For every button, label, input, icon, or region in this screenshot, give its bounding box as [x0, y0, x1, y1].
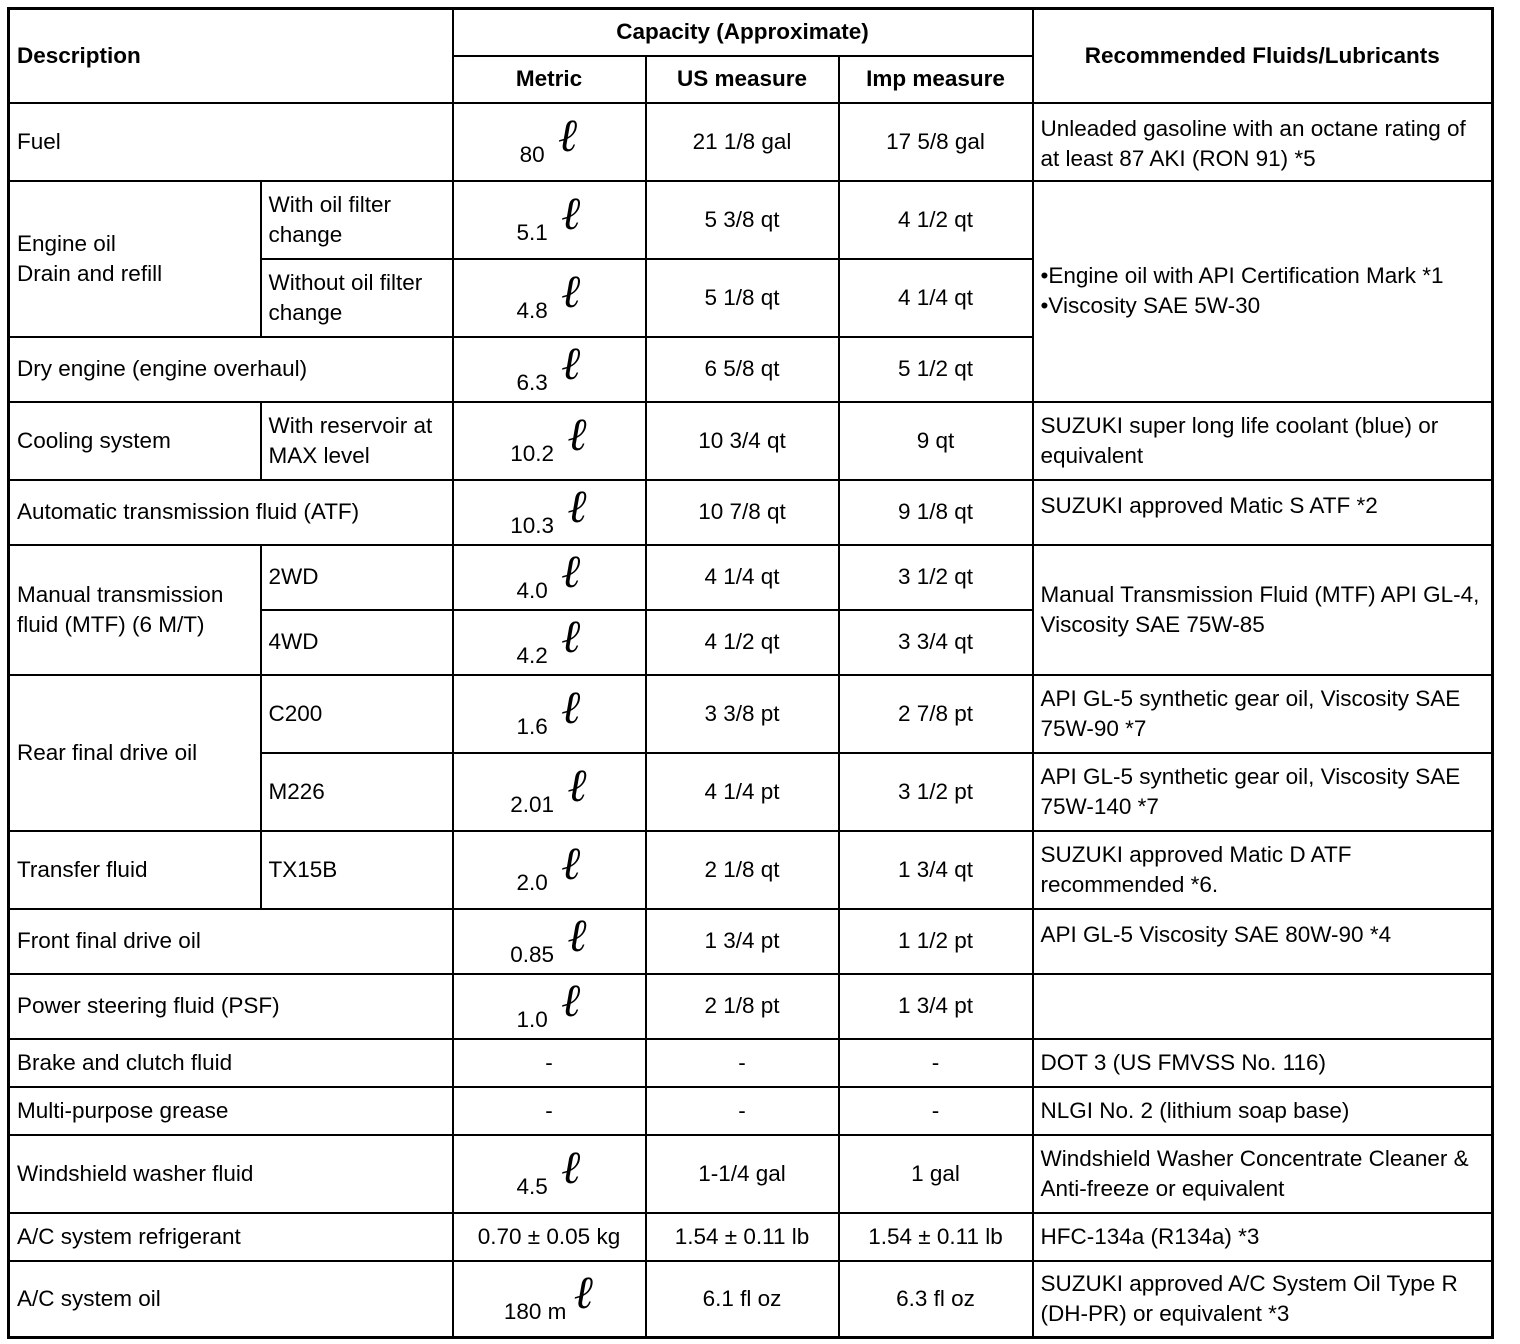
- psf-us: 2 1/8 pt: [646, 974, 839, 1039]
- ac-oil-description: A/C system oil: [9, 1261, 453, 1338]
- table-row-ac-refrigerant: [9, 1213, 1493, 1261]
- front-final-metric: 0.85 ℓ: [453, 909, 646, 974]
- rear-final-c200-sub: C200: [261, 675, 453, 753]
- atf-imp: 9 1/8 qt: [839, 480, 1033, 545]
- brake-metric: -: [453, 1039, 646, 1087]
- mtf-2wd-metric: 4.0 ℓ: [453, 545, 646, 610]
- rear-final-c200-imp: 2 7/8 pt: [839, 675, 1033, 753]
- mtf-2wd-us: 4 1/4 qt: [646, 545, 839, 610]
- washer-metric: 4.5 ℓ: [453, 1135, 646, 1213]
- grease-metric: -: [453, 1087, 646, 1135]
- rear-final-c200-metric: 1.6 ℓ: [453, 675, 646, 753]
- table-row-grease: [9, 1087, 1493, 1135]
- ac-oil-imp: 6.3 fl oz: [839, 1261, 1033, 1338]
- ac-oil-us: 6.1 fl oz: [646, 1261, 839, 1338]
- transfer-imp: 1 3/4 qt: [839, 831, 1033, 909]
- fuel-metric: 80 ℓ: [453, 103, 646, 181]
- ac-refrigerant-fluid: HFC-134a (R134a) *3: [1033, 1213, 1493, 1261]
- rear-final-m226-fluid: API GL-5 synthetic gear oil, Viscosity SAE 75W-140 *7: [1033, 753, 1493, 831]
- atf-fluid: SUZUKI approved Matic S ATF *2: [1033, 480, 1493, 545]
- washer-imp: 1 gal: [839, 1135, 1033, 1213]
- front-final-imp: 1 1/2 pt: [839, 909, 1033, 974]
- atf-metric: 10.3 ℓ: [453, 480, 646, 545]
- transfer-description: Transfer fluid: [9, 831, 261, 909]
- table-row-atf: [9, 480, 1493, 545]
- ac-refrigerant-imp: 1.54 ± 0.11 lb: [839, 1213, 1033, 1261]
- rear-final-m226-imp: 3 1/2 pt: [839, 753, 1033, 831]
- mtf-4wd-metric: 4.2 ℓ: [453, 610, 646, 675]
- engine-oil-without-filter-metric: 4.8 ℓ: [453, 259, 646, 337]
- grease-us: -: [646, 1087, 839, 1135]
- transfer-fluid: SUZUKI approved Matic D ATF recommended *6.: [1033, 831, 1493, 909]
- engine-oil-with-filter-us: 5 3/8 qt: [646, 181, 839, 259]
- engine-oil-with-filter-metric: 5.1 ℓ: [453, 181, 646, 259]
- header-description: Description: [9, 9, 453, 103]
- brake-fluid: DOT 3 (US FMVSS No. 116): [1033, 1039, 1493, 1087]
- table-row-front-final: [9, 909, 1493, 974]
- atf-us: 10 7/8 qt: [646, 480, 839, 545]
- psf-fluid: [1033, 974, 1493, 1039]
- brake-us: -: [646, 1039, 839, 1087]
- grease-description: Multi-purpose grease: [9, 1087, 453, 1135]
- fuel-description: Fuel: [9, 103, 453, 181]
- brake-description: Brake and clutch fluid: [9, 1039, 453, 1087]
- engine-oil-without-filter-us: 5 1/8 qt: [646, 259, 839, 337]
- mtf-2wd-imp: 3 1/2 qt: [839, 545, 1033, 610]
- front-final-fluid: API GL-5 Viscosity SAE 80W-90 *4: [1033, 909, 1493, 974]
- table-row-brake: [9, 1039, 1493, 1087]
- mtf-description: Manual transmission fluid (MTF) (6 M/T): [9, 545, 261, 675]
- table-row-ac-oil: [9, 1261, 1493, 1338]
- rear-final-description: Rear final drive oil: [9, 675, 261, 831]
- mtf-4wd-us: 4 1/2 qt: [646, 610, 839, 675]
- transfer-metric: 2.0 ℓ: [453, 831, 646, 909]
- rear-final-c200-fluid: API GL-5 synthetic gear oil, Viscosity SAE 75W-90 *7: [1033, 675, 1493, 753]
- atf-description: Automatic transmission fluid (ATF): [9, 480, 453, 545]
- table-row-fuel: [9, 103, 1493, 181]
- fluid-capacity-table: [7, 7, 1494, 1339]
- rear-final-m226-metric: 2.01 ℓ: [453, 753, 646, 831]
- table-row-engine-oil-with-filter: [9, 181, 1493, 259]
- engine-oil-with-filter-sub: With oil filter change: [261, 181, 453, 259]
- transfer-us: 2 1/8 qt: [646, 831, 839, 909]
- cooling-fluid: SUZUKI super long life coolant (blue) or equivalent: [1033, 402, 1493, 480]
- dry-engine-metric: 6.3 ℓ: [453, 337, 646, 402]
- table-row-mtf-2wd: [9, 545, 1493, 610]
- header-metric: Metric: [453, 56, 646, 103]
- psf-imp: 1 3/4 pt: [839, 974, 1033, 1039]
- table-row-rear-final-c200: [9, 675, 1493, 753]
- mtf-2wd-sub: 2WD: [261, 545, 453, 610]
- header-fluids: Recommended Fluids/Lubricants: [1033, 9, 1493, 103]
- mtf-fluid: Manual Transmission Fluid (MTF) API GL-4, Viscosity SAE 75W-85: [1033, 545, 1493, 675]
- front-final-description: Front final drive oil: [9, 909, 453, 974]
- mtf-4wd-imp: 3 3/4 qt: [839, 610, 1033, 675]
- ac-oil-fluid: SUZUKI approved A/C System Oil Type R (DH-PR) or equivalent *3: [1033, 1261, 1493, 1338]
- header-capacity: Capacity (Approximate): [453, 9, 1033, 56]
- ac-oil-metric: 180 m ℓ: [453, 1261, 646, 1338]
- washer-description: Windshield washer fluid: [9, 1135, 453, 1213]
- washer-fluid: Windshield Washer Concentrate Cleaner & Anti-freeze or equivalent: [1033, 1135, 1493, 1213]
- mtf-4wd-sub: 4WD: [261, 610, 453, 675]
- table-row-washer: [9, 1135, 1493, 1213]
- engine-oil-with-filter-imp: 4 1/2 qt: [839, 181, 1033, 259]
- front-final-us: 1 3/4 pt: [646, 909, 839, 974]
- rear-final-m226-us: 4 1/4 pt: [646, 753, 839, 831]
- cooling-us: 10 3/4 qt: [646, 402, 839, 480]
- fuel-imp: 17 5/8 gal: [839, 103, 1033, 181]
- ac-refrigerant-us: 1.54 ± 0.11 lb: [646, 1213, 839, 1261]
- cooling-metric: 10.2 ℓ: [453, 402, 646, 480]
- brake-imp: -: [839, 1039, 1033, 1087]
- dry-engine-imp: 5 1/2 qt: [839, 337, 1033, 402]
- header-us-measure: US measure: [646, 56, 839, 103]
- grease-fluid: NLGI No. 2 (lithium soap base): [1033, 1087, 1493, 1135]
- engine-oil-without-filter-imp: 4 1/4 qt: [839, 259, 1033, 337]
- dry-engine-description: Dry engine (engine overhaul): [9, 337, 453, 402]
- washer-us: 1-1/4 gal: [646, 1135, 839, 1213]
- engine-oil-description: Engine oil Drain and refill: [9, 181, 261, 337]
- header-imp-measure: Imp measure: [839, 56, 1033, 103]
- fuel-fluid: Unleaded gasoline with an octane rating of at least 87 AKI (RON 91) *5: [1033, 103, 1493, 181]
- engine-oil-fluid: •Engine oil with API Certification Mark *1 •Viscosity SAE 5W-30: [1033, 181, 1493, 402]
- cooling-imp: 9 qt: [839, 402, 1033, 480]
- psf-metric: 1.0 ℓ: [453, 974, 646, 1039]
- table-row-transfer: [9, 831, 1493, 909]
- cooling-sub: With reservoir at MAX level: [261, 402, 453, 480]
- engine-oil-without-filter-sub: Without oil filter change: [261, 259, 453, 337]
- rear-final-m226-sub: M226: [261, 753, 453, 831]
- ac-refrigerant-description: A/C system refrigerant: [9, 1213, 453, 1261]
- table-row-cooling: [9, 402, 1493, 480]
- table-row-psf: [9, 974, 1493, 1039]
- psf-description: Power steering fluid (PSF): [9, 974, 453, 1039]
- cooling-description: Cooling system: [9, 402, 261, 480]
- transfer-sub: TX15B: [261, 831, 453, 909]
- grease-imp: -: [839, 1087, 1033, 1135]
- rear-final-c200-us: 3 3/8 pt: [646, 675, 839, 753]
- ac-refrigerant-metric: 0.70 ± 0.05 kg: [453, 1213, 646, 1261]
- fuel-us: 21 1/8 gal: [646, 103, 839, 181]
- dry-engine-us: 6 5/8 qt: [646, 337, 839, 402]
